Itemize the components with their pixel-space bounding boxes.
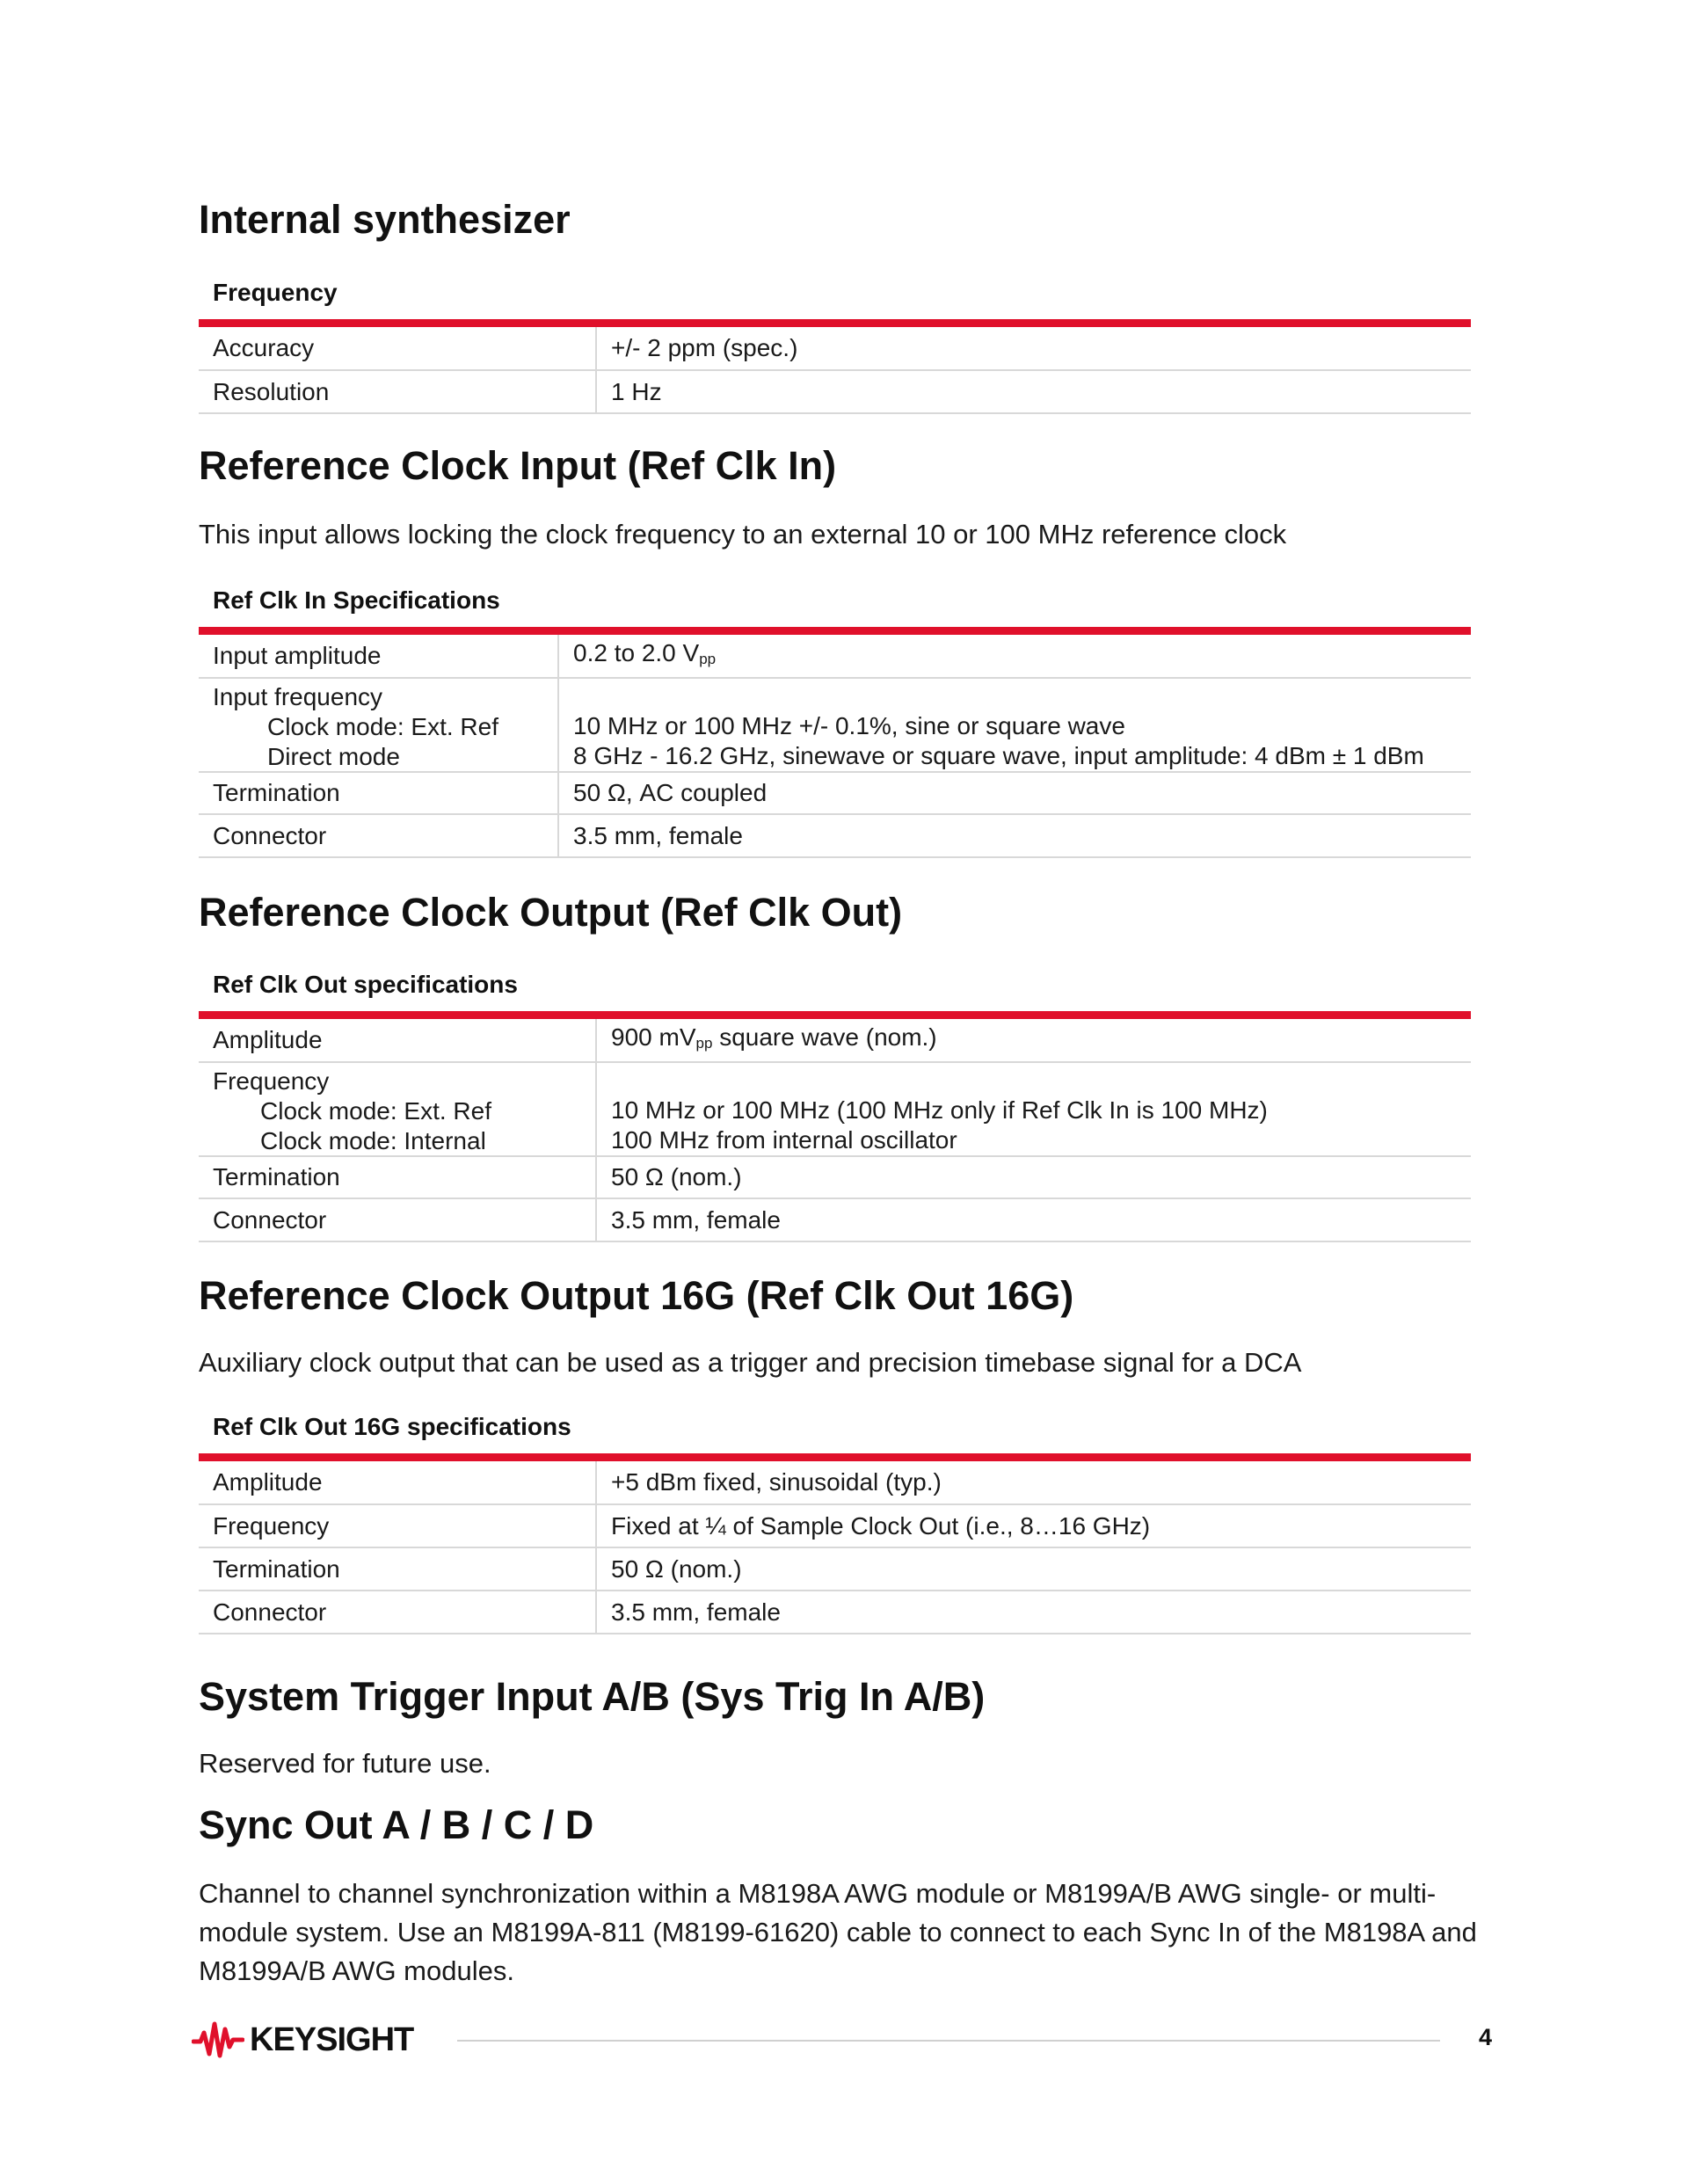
clock-mode-ext-ref-label: Clock mode: Ext. Ref bbox=[260, 1097, 491, 1125]
table-caption-ref-clk-out-16g: Ref Clk Out 16G specifications bbox=[213, 1413, 571, 1440]
row-value: Fixed at ¼ of Sample Clock Out (i.e., 8…16 GHz) bbox=[611, 1511, 1151, 1540]
table-row bbox=[199, 1199, 1471, 1242]
clock-mode-internal-value: 100 MHz from internal oscillator bbox=[611, 1126, 957, 1154]
row-value bbox=[597, 1019, 1471, 1061]
clock-mode-ext-ref-value: 10 MHz or 100 MHz (100 MHz only if Ref Clk In is 100 MHz) bbox=[611, 1096, 1268, 1124]
row-label: Amplitude bbox=[199, 1461, 597, 1503]
row-value bbox=[559, 635, 1471, 677]
table-caption-ref-clk-out: Ref Clk Out specifications bbox=[213, 971, 518, 998]
keysight-logo-text: KEYSIGHT bbox=[250, 2020, 414, 2058]
amplitude-value-suffix: square wave (nom.) bbox=[712, 1023, 937, 1051]
unit-subscript: pp bbox=[699, 650, 717, 667]
heading-ref-clk-out: Reference Clock Output (Ref Clk Out) bbox=[199, 890, 903, 935]
clock-mode-ext-ref-label: Clock mode: Ext. Ref bbox=[267, 713, 498, 740]
row-value bbox=[597, 1063, 1471, 1155]
amplitude-value: 900 mV bbox=[611, 1023, 696, 1051]
heading-sync-out: Sync Out A / B / C / D bbox=[199, 1802, 594, 1847]
direct-mode-label: Direct mode bbox=[267, 743, 400, 770]
spacer bbox=[611, 1067, 1471, 1096]
sync-out-description: Channel to channel synchronization within a M8198A AWG module or M8199A/B AWG single- or multi-module system. Use an M8199A-811 (M8199-61620) cable to connect to each Sync In of the M8198A and M8199A/B AWG modules. bbox=[199, 1878, 1477, 1986]
page-footer bbox=[192, 2013, 1502, 2066]
table-ref-clk-out-16g bbox=[199, 1453, 1471, 1634]
table-caption-ref-clk-in: Ref Clk In Specifications bbox=[213, 586, 500, 614]
row-value: 50 Ω (nom.) bbox=[611, 1163, 742, 1190]
ref-clk-out-16g-description: Auxiliary clock output that can be used as a trigger and precision timebase signal for a DCA bbox=[199, 1347, 1302, 1378]
row-label: Termination bbox=[199, 773, 559, 813]
row-label: Frequency bbox=[199, 1505, 597, 1547]
row-value: 50 Ω (nom.) bbox=[611, 1554, 742, 1583]
row-value: +/- 2 ppm (spec.) bbox=[611, 334, 798, 361]
row-label: Termination bbox=[199, 1157, 597, 1198]
row-label bbox=[199, 1063, 597, 1155]
keysight-logo bbox=[192, 2020, 413, 2059]
table-row bbox=[199, 1591, 1471, 1634]
row-label bbox=[199, 679, 559, 771]
table-row bbox=[199, 1461, 1471, 1505]
row-value: 3.5 mm, female bbox=[611, 1598, 781, 1626]
keysight-wave-icon bbox=[192, 2020, 244, 2059]
table-row bbox=[199, 371, 1471, 414]
spacer bbox=[573, 682, 1471, 711]
table-row bbox=[199, 1063, 1471, 1157]
row-label: Amplitude bbox=[199, 1019, 597, 1061]
footer-divider bbox=[457, 2040, 1440, 2042]
frequency-label: Frequency bbox=[213, 1067, 330, 1095]
amplitude-value: 0.2 to 2.0 V bbox=[573, 638, 700, 666]
table-row bbox=[199, 1548, 1471, 1591]
input-frequency-label: Input frequency bbox=[213, 683, 383, 710]
sys-trig-description: Reserved for future use. bbox=[199, 1748, 491, 1779]
heading-sys-trig-in: System Trigger Input A/B (Sys Trig In A/B) bbox=[199, 1674, 986, 1719]
table-row bbox=[199, 327, 1471, 371]
row-label: Resolution bbox=[199, 371, 597, 412]
row-value: 1 Hz bbox=[611, 377, 662, 405]
clock-mode-ext-ref-value: 10 MHz or 100 MHz +/- 0.1%, sine or square wave bbox=[573, 712, 1125, 739]
heading-internal-synthesizer: Internal synthesizer bbox=[199, 197, 571, 242]
table-internal-synthesizer bbox=[199, 319, 1471, 414]
table-row bbox=[199, 1157, 1471, 1199]
row-label: Connector bbox=[199, 1199, 597, 1241]
table-row bbox=[199, 773, 1471, 815]
heading-ref-clk-in: Reference Clock Input (Ref Clk In) bbox=[199, 443, 837, 488]
row-value: 50 Ω, AC coupled bbox=[573, 779, 768, 806]
row-label: Connector bbox=[199, 815, 559, 856]
row-label: Input amplitude bbox=[199, 635, 559, 677]
table-ref-clk-in bbox=[199, 627, 1471, 858]
table-row bbox=[199, 679, 1471, 773]
row-label: Accuracy bbox=[199, 327, 597, 369]
table-row bbox=[199, 1505, 1471, 1548]
table-ref-clk-out bbox=[199, 1011, 1471, 1242]
direct-mode-value: 8 GHz - 16.2 GHz, sinewave or square wave, input amplitude: 4 dBm ± 1 dBm bbox=[573, 742, 1424, 769]
row-value: 3.5 mm, female bbox=[611, 1205, 781, 1234]
table-row bbox=[199, 635, 1471, 679]
table-caption-frequency: Frequency bbox=[213, 279, 338, 306]
row-value: +5 dBm fixed, sinusoidal (typ.) bbox=[611, 1468, 942, 1496]
table-row bbox=[199, 815, 1471, 858]
ref-clk-in-description: This input allows locking the clock frequency to an external 10 or 100 MHz reference clock bbox=[199, 519, 1287, 550]
row-value: 3.5 mm, female bbox=[573, 821, 743, 849]
row-label: Termination bbox=[199, 1548, 597, 1590]
heading-ref-clk-out-16g: Reference Clock Output 16G (Ref Clk Out 16G) bbox=[199, 1273, 1074, 1318]
table-row bbox=[199, 1019, 1471, 1063]
clock-mode-internal-label: Clock mode: Internal bbox=[260, 1127, 486, 1154]
unit-subscript: pp bbox=[695, 1034, 713, 1052]
row-label: Connector bbox=[199, 1591, 597, 1633]
row-value bbox=[559, 679, 1471, 771]
page-number: 4 bbox=[1479, 2024, 1493, 2050]
